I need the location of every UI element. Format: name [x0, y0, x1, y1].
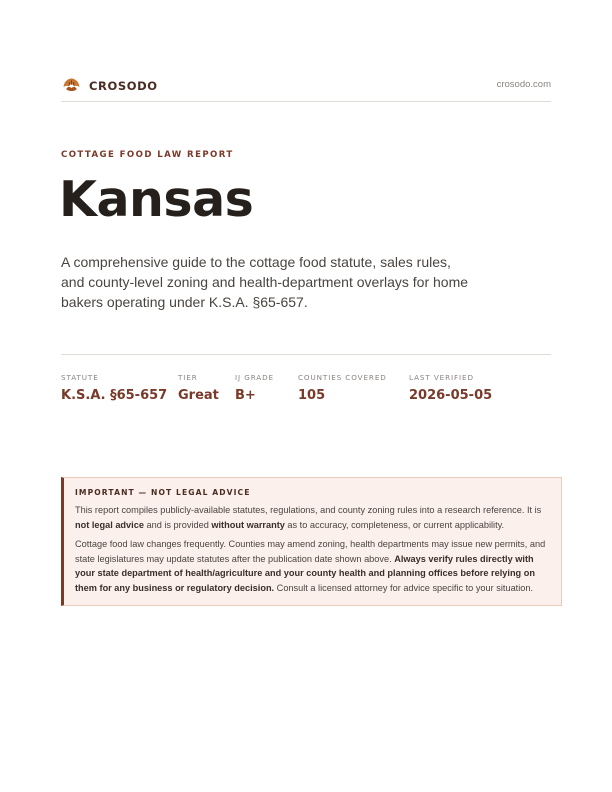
- croissant-icon: [61, 75, 82, 96]
- page-header: [61, 75, 551, 102]
- stat-counties: [298, 373, 387, 403]
- stat-label: COUNTIES COVERED: [298, 373, 387, 382]
- stats-row: [61, 373, 551, 413]
- notice-paragraph-1: This report compiles publicly-available statutes, regulations, and county zoning rules into a research reference. It is not legal advice and is provided without warranty as to accuracy, completeness, or current applicability.: [75, 505, 542, 530]
- stat-ij-grade: [235, 373, 274, 403]
- stat-value: K.S.A. §65-657: [61, 388, 168, 403]
- stat-value: 2026-05-05: [409, 388, 493, 403]
- legal-notice: [61, 477, 562, 606]
- stat-value: 105: [298, 388, 326, 403]
- divider: [61, 354, 551, 355]
- page-title: Kansas: [59, 171, 254, 228]
- site-url[interactable]: crosodo.com: [496, 79, 551, 90]
- notice-title: IMPORTANT — NOT LEGAL ADVICE: [75, 488, 251, 497]
- stat-label: TIER: [178, 373, 198, 382]
- stat-value: B+: [235, 388, 256, 403]
- stat-label: IJ GRADE: [235, 373, 274, 382]
- notice-paragraph-2: Cottage food law changes frequently. Counties may amend zoning, health departments may issue new permits, and state legislatures may update statutes after the publication date shown above. Always verify rules directly with your state department of health/agriculture and your county health and planning offices before relying on them for any business or regulatory decision. Consult a licensed attorney for advice specific to your situation.: [75, 539, 546, 593]
- stat-tier: [178, 373, 219, 403]
- stat-label: STATUTE: [61, 373, 99, 382]
- stat-last-verified: [409, 373, 492, 403]
- brand[interactable]: [61, 75, 158, 96]
- stat-value: Great: [178, 388, 219, 403]
- report-lede: A comprehensive guide to the cottage food statute, sales rules, and county-level zoning and health-department overlays for home bakers operating under K.S.A. §65-657.: [61, 254, 469, 310]
- brand-name: CROSODO: [89, 78, 158, 93]
- report-eyebrow: COTTAGE FOOD LAW REPORT: [61, 150, 234, 160]
- stat-statute: [61, 373, 167, 403]
- stat-label: LAST VERIFIED: [409, 373, 474, 382]
